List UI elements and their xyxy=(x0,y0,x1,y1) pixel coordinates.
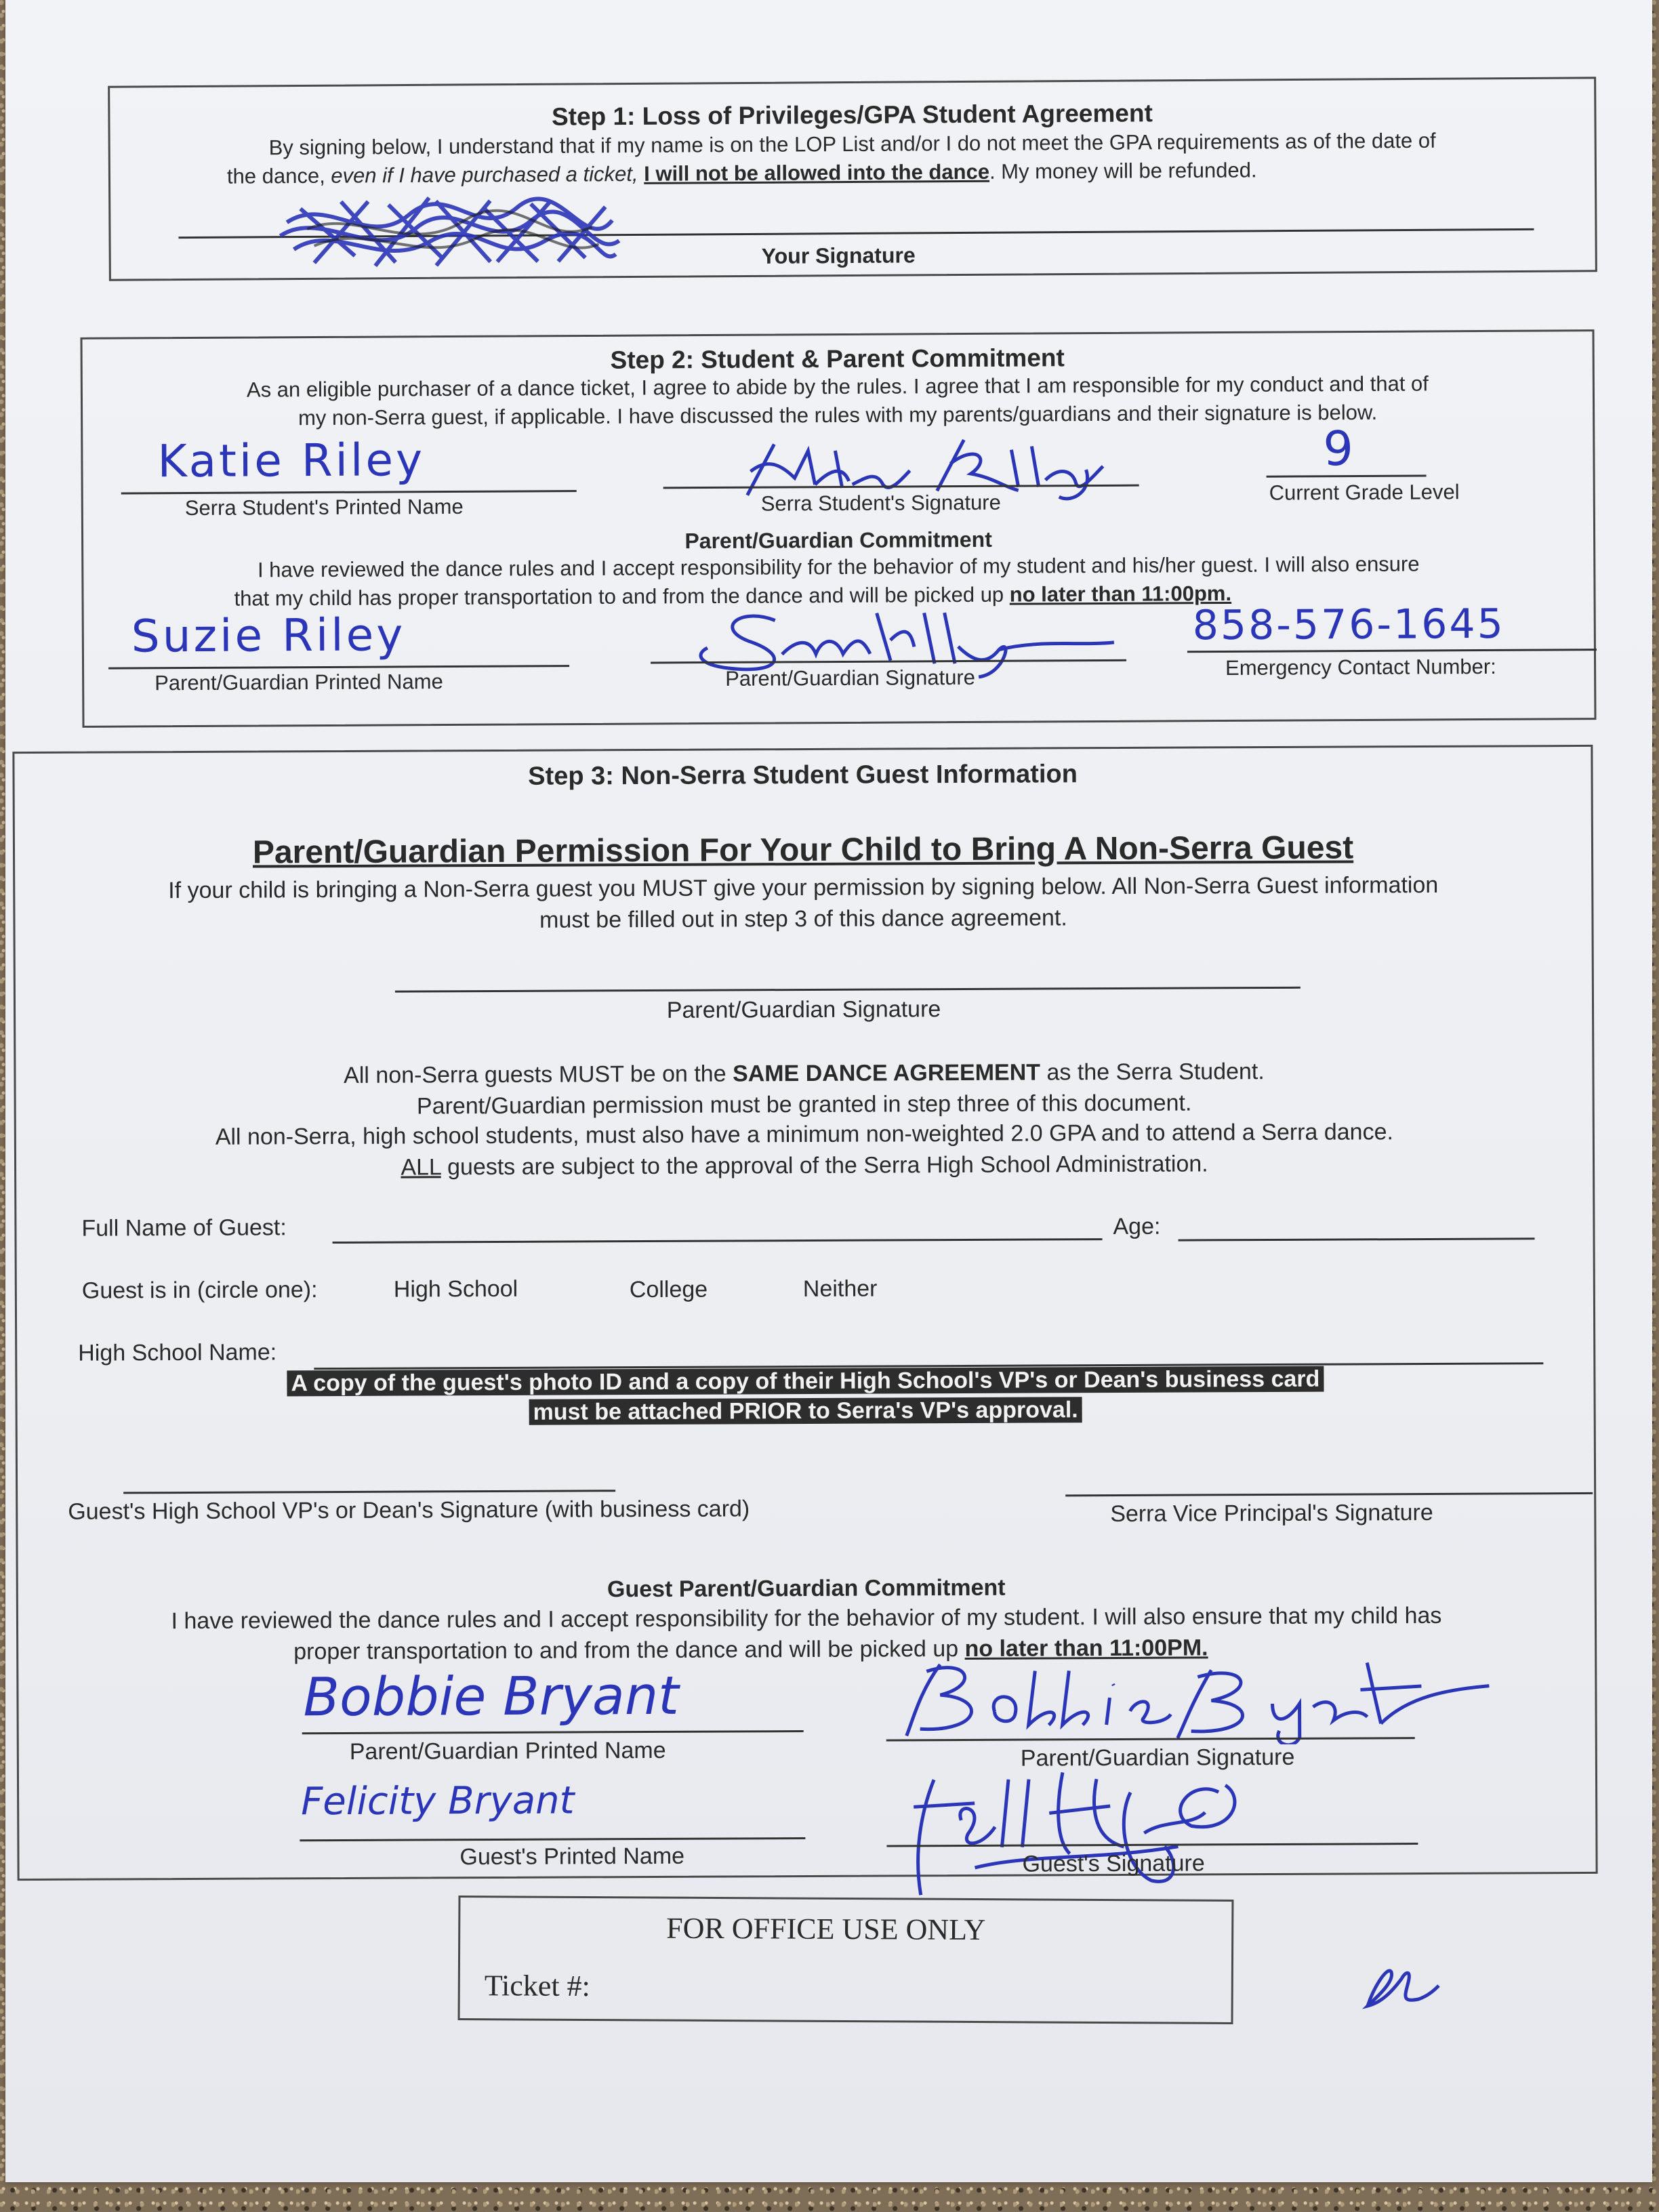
student-printed-name-value: Katie Riley xyxy=(157,434,426,488)
grade-level-line xyxy=(1267,474,1427,477)
rule-gpa: All non-Serra, high school students, must also have a minimum non-weighted 2.0 GPA and to attend a Serra dance. xyxy=(215,1119,1393,1150)
permission-text-line2: must be filled out in step 3 of this dance agreement. xyxy=(539,905,1067,933)
guest-parent-heading: Guest Parent/Guardian Commitment xyxy=(607,1574,1006,1603)
attachment-notice-line1: A copy of the guest's photo ID and a copy of their High School's VP's or Dean's business card xyxy=(17,1365,1593,1398)
student-signature-label: Serra Student's Signature xyxy=(760,490,1001,516)
high-school-name-label: High School Name: xyxy=(78,1339,277,1366)
parent-signature-label: Parent/Guardian Signature xyxy=(725,665,976,691)
step1-title: Step 1: Loss of Privileges/GPA Student Agreement xyxy=(551,99,1153,131)
rule-same-agreement: All non-Serra guests MUST be on the SAME DANCE AGREEMENT as the Serra Student. xyxy=(344,1059,1265,1088)
serra-vp-signature-line xyxy=(1065,1492,1593,1496)
step3-box xyxy=(12,745,1597,1881)
guest-printed-name-value: Felicity Bryant xyxy=(301,1778,575,1824)
step2-text-line1: As an eligible purchaser of a dance ticket, I agree to abide by the rules. I agree that I am responsible for my conduct and that of xyxy=(246,371,1429,402)
emergency-number-line xyxy=(1187,649,1597,653)
guest-parent-signature-label: Parent/Guardian Signature xyxy=(1020,1744,1295,1771)
permission-signature-line xyxy=(395,987,1300,993)
step1-text-line2: the dance, even if I have purchased a ticket, I will not be allowed into the dance. My money will be refunded. xyxy=(226,158,1257,188)
guest-vp-signature-label: Guest's High School VP's or Dean's Signature (with business card) xyxy=(68,1496,750,1525)
parent-commitment-heading: Parent/Guardian Commitment xyxy=(684,527,992,554)
guest-parent-text-line1: I have reviewed the dance rules and I accept responsibility for the behavior of my student. I will also ensure that my child has xyxy=(171,1602,1442,1635)
student-printed-name-label: Serra Student's Printed Name xyxy=(184,494,464,520)
guest-parent-printed-name-line xyxy=(302,1730,804,1734)
emergency-number-value: 858-576-1645 xyxy=(1192,600,1505,650)
rule-approval: ALL guests are subject to the approval of the Serra High School Administration. xyxy=(401,1151,1208,1181)
attachment-notice-line2: must be attached PRIOR to Serra's VP's approval. xyxy=(18,1395,1594,1428)
step3-title: Step 3: Non-Serra Student Guest Information xyxy=(528,760,1078,791)
guest-parent-text-line2: proper transportation to and from the dance and will be picked up no later than 11:00PM. xyxy=(293,1635,1208,1665)
step1-signature-label: Your Signature xyxy=(761,243,916,268)
option-high-school: High School xyxy=(393,1275,518,1303)
step2-box xyxy=(81,329,1597,728)
guest-signature-label: Guest's Signature xyxy=(1022,1850,1205,1877)
guest-school-type-label: Guest is in (circle one): xyxy=(81,1277,318,1304)
parent-printed-name-line xyxy=(108,665,569,670)
step2-text-line2: my non-Serra guest, if applicable. I have discussed the rules with my parents/guardians and their signature is below. xyxy=(298,400,1378,430)
permission-heading: Parent/Guardian Permission For Your Child to Bring A Non-Serra Guest xyxy=(252,830,1354,871)
permission-text-line1: If your child is bringing a Non-Serra guest you MUST give your permission by signing below. All Non-Serra Guest information xyxy=(168,872,1439,904)
step2-title: Step 2: Student & Parent Commitment xyxy=(610,344,1065,374)
guest-printed-name-label: Guest's Printed Name xyxy=(459,1843,685,1870)
guest-signature xyxy=(893,1751,1300,1902)
guest-printed-name-line xyxy=(300,1837,805,1841)
serra-vp-signature-label: Serra Vice Principal's Signature xyxy=(1110,1499,1433,1528)
step1-text-line1: By signing below, I understand that if my name is on the LOP List and/or I do not meet the GPA requirements as of the date of xyxy=(268,128,1436,160)
guest-parent-signature xyxy=(893,1649,1503,1746)
permission-signature-label: Parent/Guardian Signature xyxy=(666,996,941,1023)
guest-full-name-line xyxy=(333,1238,1103,1244)
guest-parent-printed-name-label: Parent/Guardian Printed Name xyxy=(349,1737,666,1765)
parent-commitment-line2: that my child has proper transportation to and from the dance and will be picked up no later than 11:00pm. xyxy=(234,581,1232,611)
guest-vp-signature-line xyxy=(123,1490,615,1494)
ticket-number-label: Ticket #: xyxy=(484,1969,590,2003)
option-college: College xyxy=(629,1276,708,1303)
step1-box xyxy=(108,77,1597,281)
office-use-box xyxy=(458,1896,1234,2024)
dance-agreement-form xyxy=(5,0,1652,2182)
initials-mark xyxy=(1354,1952,1449,2013)
office-use-heading: FOR OFFICE USE ONLY xyxy=(666,1911,986,1947)
grade-level-label: Current Grade Level xyxy=(1269,480,1460,505)
scribbled-signature xyxy=(273,180,626,276)
parent-commitment-line1: I have reviewed the dance rules and I accept responsibility for the behavior of my student and his/her guest. I will also ensure xyxy=(257,552,1420,582)
guest-age-line xyxy=(1179,1237,1535,1241)
student-printed-name-line xyxy=(121,490,577,495)
option-neither: Neither xyxy=(802,1275,878,1303)
rule-permission: Parent/Guardian permission must be granted in step three of this document. xyxy=(416,1090,1192,1120)
emergency-number-label: Emergency Contact Number: xyxy=(1225,654,1496,680)
parent-printed-name-label: Parent/Guardian Printed Name xyxy=(155,670,443,695)
guest-parent-printed-name-value: Bobbie Bryant xyxy=(303,1665,679,1729)
parent-printed-name-value: Suzie Riley xyxy=(131,609,406,663)
guest-full-name-label: Full Name of Guest: xyxy=(81,1214,287,1242)
grade-level-value: 9 xyxy=(1323,421,1354,477)
guest-age-label: Age: xyxy=(1113,1213,1161,1240)
